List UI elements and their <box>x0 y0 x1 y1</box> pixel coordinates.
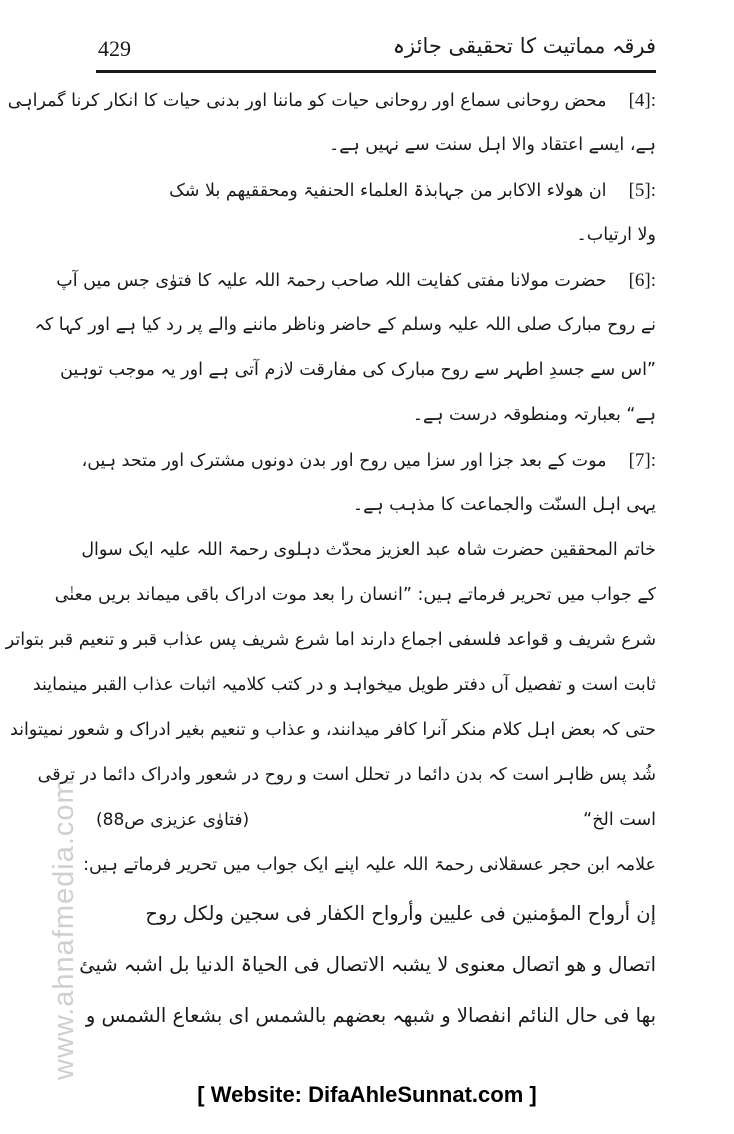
arabic-intro: علامہ ابن حجر عسقلانی رحمۃ اللہ علیہ اپنے ایک جواب میں تحریر فرماتے ہیں: <box>83 855 656 875</box>
header-rule <box>96 70 656 73</box>
arabic-line-2: اتصال و ھو اتصال معنوی لا یشبہ الاتصال فی الحیاۃ الدنیا بل اشبہ شیئ <box>79 953 656 976</box>
paragraph-4-line-2: ہے، ایسے اعتقاد والا اہل سنت سے نہیں ہے۔ <box>328 135 656 155</box>
paragraph-6-line-2: نے روح مبارک صلی اللہ علیہ وسلم کے حاضر وناظر ماننے والے پر رد کیا ہے اور کہا کہ <box>34 315 656 335</box>
paragraph-5-line-1: [5]:ان ھولاء الاکابر من جہابذۃ العلماء الحنفیۃ ومحققیھم بلا شک <box>96 168 656 213</box>
arabic-line-3: بھا فی حال النائم انفصالا و شبھہ بعضھم بالشمس ای بشعاع الشمس و <box>85 1004 656 1027</box>
paragraph-number: [5]: <box>628 180 656 201</box>
paragraph-6-line-4: ہے“ بعبارتہ ومنطوقہ درست ہے۔ <box>412 405 656 425</box>
watermark-text: www.ahnafmedia.com <box>48 778 80 1080</box>
quote-intro-line-1: خاتم المحققین حضرت شاہ عبد العزیز محدّث دہلوی رحمۃ اللہ علیہ ایک سوال <box>81 540 656 560</box>
citation: (فتاوٰی عزیزی ص88) <box>96 810 250 830</box>
paragraph-5-line-2: ولا ارتیاب۔ <box>576 225 656 245</box>
website-footer: [ Website: DifaAhleSunnat.com ] <box>197 1082 537 1107</box>
quote-intro-line-5: حتی کہ بعض اہل کلام منکر آنرا کافر میدانند، و عذاب و تنعیم بغیر ادراک و شعور نمیتواند <box>10 720 656 740</box>
paragraph-number: [7]: <box>628 450 656 471</box>
quote-intro-line-2: کے جواب میں تحریر فرماتے ہیں: ”انسان را بعد موت ادراک باقی میماند بریں معنٰی <box>54 585 656 605</box>
paragraph-4-line-1: [4]:محض روحانی سماع اور روحانی حیات کو ماننا اور بدنی حیات کا انکار کرنا گمراہی <box>96 78 656 123</box>
quote-intro-line-7: است الخ“ (فتاوٰی عزیزی ص88) <box>96 798 656 843</box>
book-title: فرقہ مماتیت کا تحقیقی جائزہ <box>392 34 656 58</box>
quote-intro-line-6: شُد پس ظاہر است کہ بدن دائما در تحلل است و روح در شعور وادراک دائما در ترقی <box>37 765 656 785</box>
page-number: 429 <box>98 36 131 61</box>
quote-intro-line-3: شرع شریف و قواعد فلسفی اجماع دارند اما شرع شریف پس عذاب قبر و تنعیم قبر بتواتر <box>5 630 656 650</box>
quote-intro-line-4: ثابت است و تفصیل آں دفتر طویل میخواہد و در کتب کلامیہ اثبات عذاب القبر مینمایند <box>32 675 656 695</box>
paragraph-7-line-2: یہی اہل السنّت والجماعت کا مذہب ہے۔ <box>352 495 656 515</box>
paragraph-number: [4]: <box>628 90 656 111</box>
page-header <box>96 30 656 70</box>
paragraph-6-line-1: [6]:حضرت مولانا مفتی کفایت اللہ صاحب رحمۃ اللہ علیہ کا فتوٰی جس میں آپ <box>96 258 656 303</box>
arabic-line-1: إن أرواح المؤمنين فی علیین وأرواح الکفار فی سجین ولکل روح <box>145 902 656 925</box>
paragraph-number: [6]: <box>628 270 656 291</box>
paragraph-6-line-3: ”اس سے جسدِ اطہر سے روح مبارک کی مفارقت لازم آتی ہے اور یہ موجب توہین <box>60 360 656 380</box>
paragraph-7-line-1: [7]:موت کے بعد جزا اور سزا میں روح اور بدن دونوں مشترک اور متحد ہیں، <box>96 438 656 483</box>
